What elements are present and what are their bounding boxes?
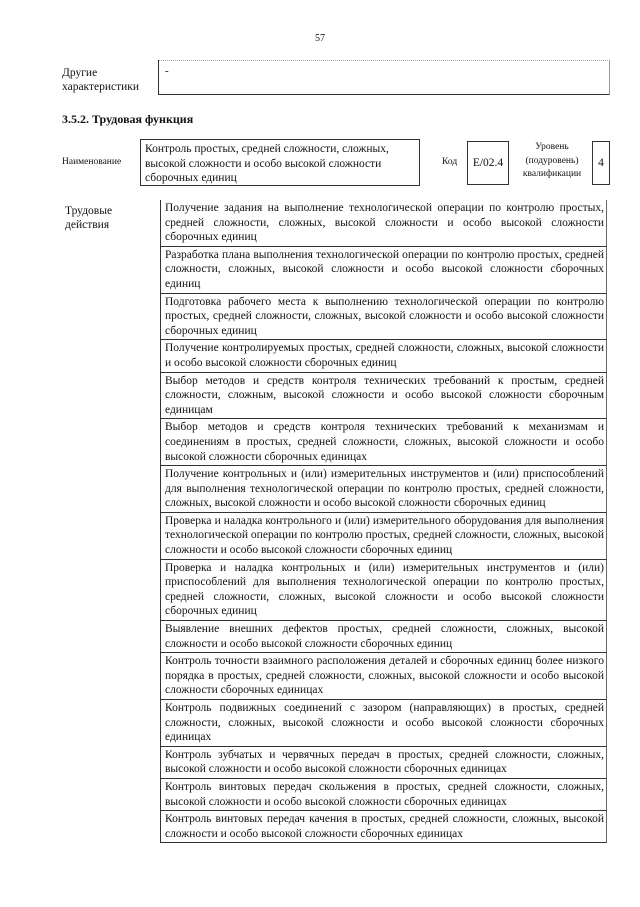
other-characteristics-row: [62, 60, 608, 94]
code-label: Код: [442, 157, 458, 167]
function-header-row: [62, 139, 614, 189]
labor-actions-list: [160, 200, 607, 843]
labor-action-item: Проверка и наладка контрольных и (или) измерительных инструментов и (или) приспособлений для выполнения технологической операции по контролю простых, средней сложности, сложных, высокой сложности и особо высокой сложности сборочных единиц: [161, 560, 607, 621]
other-characteristics-value: -: [165, 65, 169, 77]
other-characteristics-cell: [158, 60, 610, 95]
labor-action-item: Контроль точности взаимного расположения деталей и сборочных единиц более низкого порядка в простых, средней сложности, сложных, высокой сложности и особо высокой сложности сборочных единицах: [161, 653, 607, 700]
labor-action-item: Проверка и наладка контрольного и (или) измерительного оборудования для выполнения технологической операции по контролю простых, средней сложности, сложных, высокой сложности и особо высокой сложности сборочных единиц: [161, 513, 607, 560]
labor-action-item: Контроль подвижных соединений с зазором (направляющих) в простых, средней сложности, сложных, высокой сложности и особо высокой сложности сборочных единицах: [161, 700, 607, 747]
labor-action-item: Выбор методов и средств контроля технических требований к механизмам и соединениям в простых, средней сложности, сложных, высокой сложности и особо высокой сложности сборочных единицах: [161, 419, 607, 466]
function-code: E/02.4: [467, 141, 509, 185]
name-label: Наименование: [62, 157, 122, 167]
labor-action-item: Выбор методов и средств контроля технических требований к простым, средней сложности, сложным, высокой сложности и особо высокой сложности сборочным единицам: [161, 373, 607, 420]
qualification-level: 4: [592, 141, 610, 185]
qualification-level-label: Уровень (подуровень) квалификации: [522, 142, 582, 179]
labor-action-item: Разработка плана выполнения технологической операции по контролю простых, средней сложности, сложных, высокой сложности и особо высокой сложности сборочных единиц: [161, 247, 607, 294]
labor-action-item: Получение контрольных и (или) измерительных инструментов и (или) приспособлений для выполнения технологической операции по контролю простых, средней сложности, сложных, высокой сложности и особо высокой сложности сборочных единиц: [161, 466, 607, 513]
function-name: Контроль простых, средней сложности, сложных, высокой сложности и особо высокой сложности сборочных единиц: [140, 139, 420, 186]
labor-action-item: Выявление внешних дефектов простых, средней сложности, сложных, высокой сложности и особо высокой сложности сборочных единиц: [161, 621, 607, 653]
labor-actions-label: Трудовые действия: [65, 205, 113, 231]
labor-action-item: Подготовка рабочего места к выполнению технологической операции по контролю простых, средней сложности, сложных, высокой сложности и особо высокой сложности сборочных единиц: [161, 294, 607, 341]
labor-action-item: Получение контролируемых простых, средней сложности, сложных, высокой сложности и особо высокой сложности сборочных единиц: [161, 340, 607, 372]
section-title: 3.5.2. Трудовая функция: [62, 112, 194, 126]
labor-action-item: Контроль винтовых передач скольжения в простых, средней сложности, сложных, высокой сложности и особо высокой сложности сборочных единицах: [161, 779, 607, 811]
labor-action-item: Контроль зубчатых и червячных передач в простых, средней сложности, сложных, высокой сложности и особо высокой сложности сборочных единицах: [161, 747, 607, 779]
other-characteristics-label: Другие характеристики: [62, 67, 140, 93]
page-number: 57: [315, 33, 325, 44]
labor-action-item: Контроль винтовых передач качения в простых, средней сложности, сложных, высокой сложности и особо высокой сложности сборочных единицах: [161, 811, 607, 843]
labor-action-item: Получение задания на выполнение технологической операции по контролю простых, средней сложности, сложных, высокой сложности и особо высокой сложности сборочных единиц: [161, 200, 607, 247]
